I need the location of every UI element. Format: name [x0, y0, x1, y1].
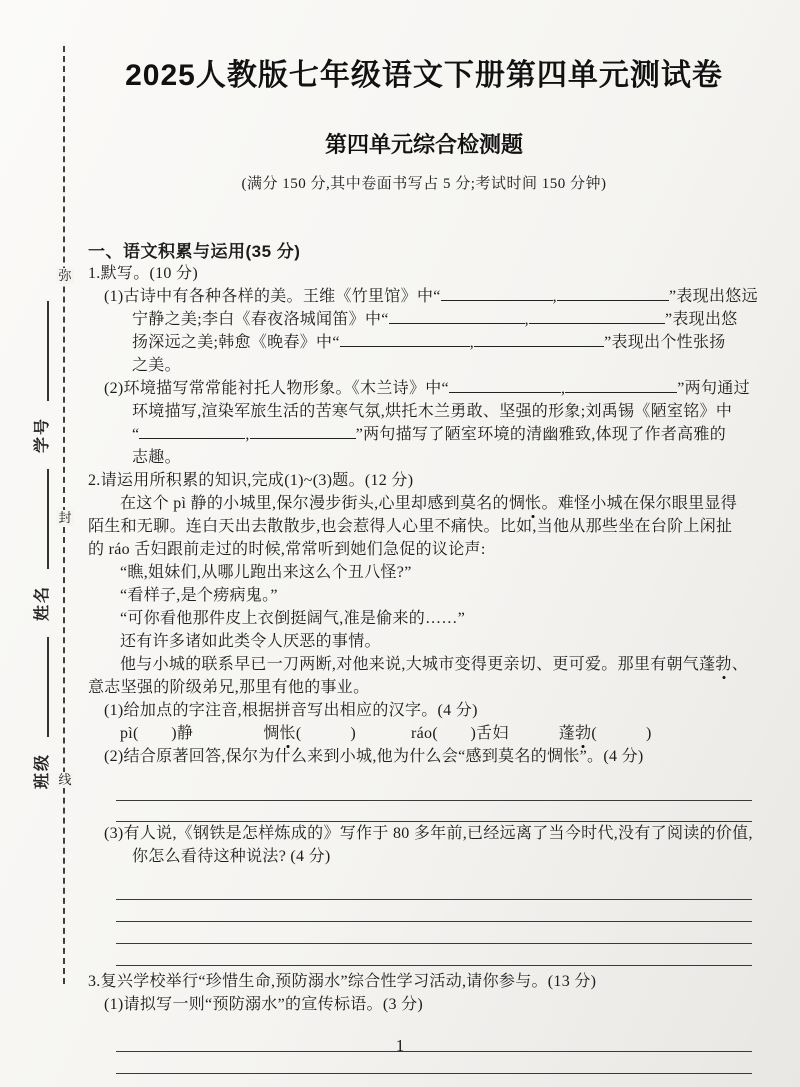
q1a-line3: [88, 331, 760, 354]
seal-char-feng: 封: [56, 510, 74, 526]
q1b-line3: [88, 423, 760, 446]
q2-sub1-stem: (1)给加点的字注音,根据拼音写出相应的汉字。(4 分): [104, 702, 478, 719]
passage-line6: “可你看他那件皮上衣倒挺阔气,准是偷来的……”: [120, 610, 466, 627]
q2-sub2-stem: (2)结合原著回答,保尔为什么来到小城,他为什么会“感到莫名的惆怅”。(4 分): [104, 748, 644, 765]
answer-line: [116, 780, 752, 801]
emphasized-char: 勃: [575, 722, 591, 745]
fill-blank: [139, 424, 245, 439]
seal-char-mi: 弥: [56, 268, 74, 284]
text-segment: ”两句通过: [677, 380, 750, 397]
text-segment: 他与小城的联系早已一刀两断,对他来说,大城市变得更亲切、更可爱。那里有朝气蓬: [120, 656, 716, 673]
answer-line: [116, 944, 752, 966]
passage-line2: 陌生和无聊。连白天出去散散步,也会惹得人心里不痛快。比如,当他从那些坐在台阶上闲扯: [88, 518, 733, 535]
text-segment: ”表现出悠远: [668, 288, 758, 305]
q2-sub3-stem-line1: (3)有人说,《钢铁是怎样炼成的》写作于 80 多年前,已经远离了当今时代,没有了阅读的价值,: [104, 825, 753, 842]
passage-line5: “看样子,是个痨病鬼。”: [120, 587, 278, 604]
text-segment: ,: [524, 311, 529, 328]
pinyin-row: [88, 722, 760, 745]
passage-line3: 的 ráo 舌妇跟前走过的时候,常常听到她们急促的议论声:: [88, 541, 486, 558]
pinyin-item-rao: ráo( )舌妇: [411, 725, 509, 742]
pinyin-item-pi: pì( )静: [120, 725, 194, 742]
text-segment: ,: [469, 334, 475, 351]
text-segment: ( ): [295, 725, 356, 742]
class-label: 班级: [33, 752, 51, 789]
text-segment: ( ): [591, 725, 652, 742]
emphasized-char: 怅: [525, 492, 541, 515]
answer-line: [116, 900, 752, 922]
text-segment: ,: [552, 288, 557, 305]
text-segment: 。难怪小城在保尔眼里显得: [541, 495, 738, 512]
pinyin-item-pengbo: [559, 722, 652, 745]
text-segment: ”两句描写了陋室环境的清幽雅致,体现了作者高雅的: [355, 426, 727, 443]
passage-line4: “瞧,姐妹们,从哪儿跑出来这么个丑八怪?”: [120, 564, 412, 581]
text-segment: ”表现出悠: [664, 311, 738, 328]
student-id-label: 学号: [33, 417, 51, 454]
fill-blank: [340, 332, 470, 347]
text-segment: “: [132, 426, 140, 443]
q1a-line2: [88, 308, 760, 331]
paper-subtitle: 第四单元综合检测题: [324, 132, 523, 157]
text-segment: 在这个 pì 静的小城里,保尔漫步街头,心里却感到莫名的惆: [120, 495, 526, 512]
passage-line9: 意志坚强的阶级弟兄,那里有他的事业。: [88, 679, 370, 696]
answer-line: [116, 878, 752, 900]
paper-meta: (满分 150 分,其中卷面书写占 5 分;考试时间 150 分钟): [241, 176, 607, 192]
passage-line8: [88, 653, 760, 676]
emphasized-char: 勃: [715, 653, 731, 676]
q2-sub3-stem-line2: 你怎么看待这种说法? (4 分): [132, 848, 331, 865]
q1a-line4: 之美。: [132, 357, 181, 374]
answer-line: [116, 922, 752, 944]
section-1-heading: 一、语文积累与运用(35 分): [88, 242, 301, 261]
fill-blank: [557, 286, 669, 301]
text-segment: (2)环境描写常常能衬托人物形象。《木兰诗》中“: [104, 380, 449, 397]
fill-blank: [474, 332, 604, 347]
text-segment: 惆: [263, 725, 280, 742]
text-segment: ,: [245, 426, 250, 443]
q1-stem: 1.默写。(10 分): [88, 265, 198, 282]
text-segment: 、: [731, 656, 749, 673]
q1a-line1: [88, 285, 760, 308]
q1b-line4: 志趣。: [132, 449, 181, 466]
text-segment: 扬深远之美;韩愈《晚春》中“: [132, 334, 340, 351]
seal-char-xian: 线: [56, 772, 74, 788]
name-blank: [31, 469, 49, 569]
emphasized-char: 怅: [280, 722, 296, 745]
student-id-blank: [31, 301, 49, 401]
fill-blank: [389, 309, 525, 324]
q1b-line2: 环境描写,渲染军旅生活的苦寒气氛,烘托木兰勇敢、坚强的形象;刘禹锡《陋室铭》中: [132, 403, 733, 420]
paper-title: 2025人教版七年级语文下册第四单元测试卷: [125, 59, 723, 92]
q2-stem: 2.请运用所积累的知识,完成(1)~(3)题。(12 分): [88, 472, 414, 489]
fill-blank: [441, 286, 553, 301]
exam-body: [88, 0, 760, 1074]
page-number: 1: [395, 1036, 405, 1055]
text-segment: (1)古诗中有各种各样的美。王维《竹里馆》中“: [104, 288, 441, 305]
name-label: 姓名: [33, 585, 51, 622]
student-info-fields: [25, 301, 55, 789]
fill-blank: [250, 424, 356, 439]
answer-line: [116, 801, 752, 822]
class-blank: [31, 637, 49, 737]
q3-stem: 3.复兴学校举行“珍惜生命,预防溺水”综合性学习活动,请你参与。(13 分): [88, 973, 597, 990]
text-segment: 宁静之美;李白《春夜洛城闻笛》中“: [132, 311, 389, 328]
fill-blank: [529, 309, 665, 324]
q1b-line1: [88, 377, 760, 400]
text-segment: ”表现出个性张扬: [604, 334, 726, 351]
fill-blank: [449, 378, 561, 393]
pinyin-item-chouchang: [263, 722, 356, 745]
passage-line7: 还有许多诸如此类令人厌恶的事情。: [120, 633, 381, 650]
passage-line1: [88, 492, 760, 515]
text-segment: 蓬: [558, 725, 576, 742]
fill-blank: [565, 378, 677, 393]
q3-sub1-stem: (1)请拟写一则“预防溺水”的宣传标语。(3 分): [104, 996, 424, 1013]
text-segment: ,: [560, 380, 566, 397]
